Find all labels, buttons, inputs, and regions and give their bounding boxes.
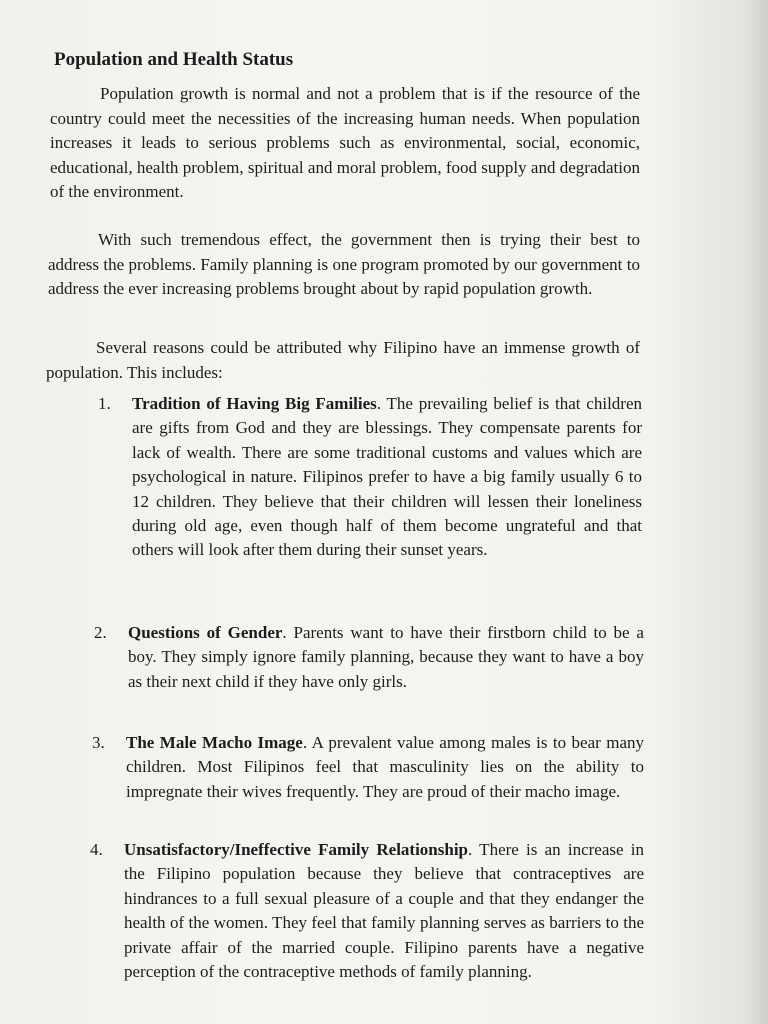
list-item-number: 1. <box>98 394 111 413</box>
list-item-number: 3. <box>92 733 105 752</box>
list-item-heading: Questions of Gender <box>128 623 283 642</box>
list-item-heading: Unsatisfactory/Ineffective Family Relationship <box>124 840 469 859</box>
list-item <box>98 392 642 563</box>
list-item-number: 2. <box>94 623 107 642</box>
section-title: Population and Health Status <box>54 49 294 70</box>
list-item-text: . There is an increase in the Filipino population because they believe that contraceptives are hindrances to a full sexual pleasure of a couple and that they endanger the health of the women. They feel that family planning serves as barriers to the private affair of the married couple. Filipino parents have a negative perception of the contraceptive methods of family planning. <box>124 840 644 982</box>
list-item <box>92 731 644 804</box>
paragraph-reasons: Several reasons could be attributed why Filipino have an immense growth of population. This includes: <box>46 338 640 382</box>
paragraph-intro: Population growth is normal and not a problem that is if the resource of the country could meet the necessities of the increasing human needs. When population increases it leads to serious problems such as environmental, social, economic, educational, health problem, spiritual and moral problem, food supply and degradation of the environment. <box>50 84 640 201</box>
list-item-heading: Tradition of Having Big Families <box>132 394 377 413</box>
paragraph-government: With such tremendous effect, the government then is trying their best to address the problems. Family planning is one program promoted by our government to address the ever increasing problems brought about by rapid population growth. <box>48 230 640 298</box>
list-item <box>90 838 644 984</box>
list-item-text: . The prevailing belief is that children are gifts from God and they are blessings. They compensate parents for lack of wealth. There are some traditional customs and values which are psychological in nature. Filipinos prefer to have a big family usually 6 to 12 children. They believe that their children will lessen their loneliness during old age, even though half of them become ungrateful and that others will look after them during their sunset years. <box>132 394 642 560</box>
list-item-text: . A prevalent value among males is to bear many children. Most Filipinos feel that masculinity lies on the ability to impregnate their wives frequently. They are proud of their macho image. <box>126 733 644 801</box>
list-item-text: . Parents want to have their firstborn child to be a boy. They simply ignore family planning, because they want to have a boy as their next child if they have only girls. <box>128 623 644 691</box>
list-item-heading: The Male Macho Image <box>126 733 303 752</box>
list-item <box>94 621 644 694</box>
list-item-number: 4. <box>90 840 103 859</box>
